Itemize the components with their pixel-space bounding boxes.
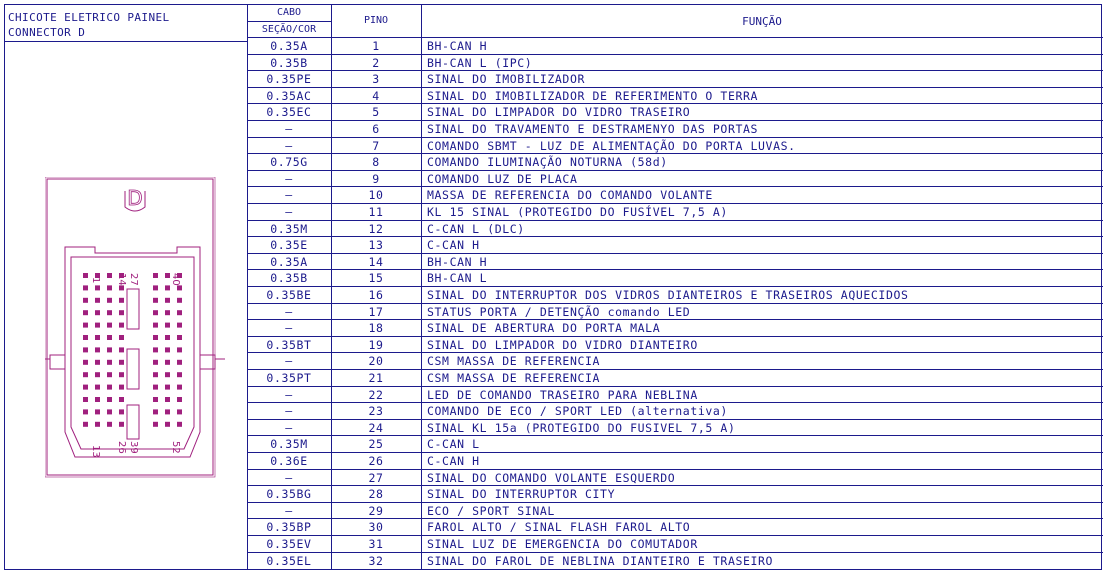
pin-cavity bbox=[177, 360, 182, 365]
pin-cavity bbox=[119, 298, 124, 303]
header-subdivider bbox=[247, 21, 331, 22]
pin-cavity bbox=[165, 372, 170, 377]
table-row bbox=[247, 103, 1103, 120]
pin-cavity bbox=[107, 347, 112, 352]
pin-cavity bbox=[83, 273, 88, 278]
pin-cavity bbox=[83, 360, 88, 365]
cabo-cell: 0.35B bbox=[270, 55, 308, 70]
pino-cell: 24 bbox=[368, 420, 384, 435]
table-row bbox=[247, 269, 1103, 286]
pin-cavity bbox=[119, 347, 124, 352]
cabo-cell: 0.35EC bbox=[266, 105, 312, 120]
pino-cell: 18 bbox=[368, 321, 384, 336]
table-row bbox=[247, 518, 1103, 535]
cabo-cell: 0.36E bbox=[270, 454, 308, 468]
pin-cavity bbox=[153, 385, 158, 390]
header-pino: PINO bbox=[363, 15, 389, 26]
pin-cavity bbox=[95, 285, 100, 290]
funcao-cell: LED DE COMANDO TRASEIRO PARA NEBLINA bbox=[427, 387, 698, 402]
pin-cavity bbox=[95, 372, 100, 377]
pin-cavity bbox=[83, 385, 88, 390]
cabo-cell: 0.35PT bbox=[266, 371, 312, 385]
table-row bbox=[247, 236, 1103, 253]
cabo-cell: 0.35BP bbox=[266, 520, 312, 535]
pino-cell: 25 bbox=[368, 437, 384, 452]
connector-outline bbox=[47, 179, 213, 475]
pin-label-14: 14 bbox=[116, 273, 127, 286]
pin-cavity bbox=[95, 422, 100, 427]
table-row bbox=[247, 120, 1103, 137]
pin-cavity bbox=[119, 409, 124, 414]
pin-cavity bbox=[95, 335, 100, 340]
pino-cell: 10 bbox=[368, 188, 384, 203]
pin-cavity bbox=[177, 298, 182, 303]
funcao-cell: SINAL KL 15a (PROTEGIDO DO FUSIVEL 7,5 A) bbox=[427, 420, 736, 435]
pin-cavity bbox=[165, 285, 170, 290]
pin-cavity bbox=[83, 409, 88, 414]
pin-cavity bbox=[177, 323, 182, 328]
pin-cavity bbox=[83, 323, 88, 328]
table-row bbox=[247, 70, 1103, 87]
cabo-cell: — bbox=[285, 321, 293, 336]
funcao-cell: COMANDO LUZ DE PLACA bbox=[427, 171, 578, 186]
table-row bbox=[247, 319, 1103, 336]
pin-cavity bbox=[165, 347, 170, 352]
table-row bbox=[247, 286, 1103, 303]
pino-cell: 13 bbox=[368, 238, 384, 253]
pin-cavity bbox=[153, 298, 158, 303]
cabo-cell: — bbox=[285, 404, 293, 419]
cabo-cell: 0.35M bbox=[270, 437, 308, 452]
funcao-cell: C-CAN L bbox=[427, 437, 480, 452]
pin-cavity bbox=[177, 409, 182, 414]
pin-cavity bbox=[83, 310, 88, 315]
table-row bbox=[247, 203, 1103, 220]
pin-cavity bbox=[107, 285, 112, 290]
pin-cavity bbox=[107, 273, 112, 278]
pino-cell: 32 bbox=[368, 553, 384, 568]
pino-cell: 5 bbox=[372, 105, 380, 120]
pin-cavity bbox=[95, 298, 100, 303]
pino-cell: 23 bbox=[368, 404, 384, 419]
table-row bbox=[247, 87, 1103, 104]
pin-cavity bbox=[165, 397, 170, 402]
funcao-cell: KL 15 SINAL (PROTEGIDO DO FUSÍVEL 7,5 A) bbox=[427, 205, 728, 219]
title-connector: CONNECTOR D bbox=[8, 26, 86, 39]
pin-cavity bbox=[107, 422, 112, 427]
funcao-cell: SINAL DO COMANDO VOLANTE ESQUERDO bbox=[427, 470, 676, 485]
funcao-cell: SINAL DO IMOBILIZADOR bbox=[427, 72, 585, 87]
connector-d-diagram bbox=[45, 177, 235, 479]
table-row bbox=[247, 186, 1103, 203]
pin-cavity bbox=[119, 323, 124, 328]
pin-cavity bbox=[153, 347, 158, 352]
cabo-cell: 0.35BE bbox=[266, 288, 312, 302]
pin-cavity bbox=[119, 422, 124, 427]
pin-cavity bbox=[107, 323, 112, 328]
pino-cell: 30 bbox=[368, 520, 384, 535]
pin-cavity bbox=[83, 298, 88, 303]
pino-cell: 12 bbox=[368, 221, 384, 236]
pin-label-1: 1 bbox=[90, 277, 101, 284]
connector-letter: D bbox=[127, 186, 143, 210]
table-row bbox=[247, 336, 1103, 353]
pino-cell: 31 bbox=[368, 537, 384, 551]
pin-cavity bbox=[153, 285, 158, 290]
pino-cell: 15 bbox=[368, 271, 384, 286]
pin-cavity bbox=[119, 335, 124, 340]
pin-cavity bbox=[165, 335, 170, 340]
pin-cavity bbox=[83, 347, 88, 352]
cabo-cell: 0.35E bbox=[270, 238, 308, 253]
cabo-cell: 0.75G bbox=[270, 155, 308, 170]
pin-cavity bbox=[165, 409, 170, 414]
pin-cavity bbox=[119, 397, 124, 402]
pin-cavity bbox=[153, 397, 158, 402]
funcao-cell: COMANDO SBMT - LUZ DE ALIMENTAÇÃO DO PORTA LUVAS. bbox=[427, 138, 796, 153]
cabo-cell: — bbox=[285, 304, 293, 319]
funcao-cell: C-CAN H bbox=[427, 238, 480, 253]
pin-cavity bbox=[119, 385, 124, 390]
pin-cavity bbox=[165, 360, 170, 365]
funcao-cell: COMANDO ILUMINAÇÃO NOTURNA (58d) bbox=[427, 155, 668, 170]
pino-cell: 4 bbox=[372, 88, 380, 103]
pin-cavity bbox=[153, 323, 158, 328]
funcao-cell: SINAL DO LIMPADOR DO VIDRO DIANTEIRO bbox=[427, 337, 698, 352]
cabo-cell: 0.35EV bbox=[266, 537, 312, 551]
pin-cavity bbox=[119, 372, 124, 377]
pin-cavity bbox=[107, 310, 112, 315]
pin-cavity bbox=[95, 385, 100, 390]
cabo-cell: 0.35A bbox=[270, 254, 308, 269]
pin-cavity bbox=[83, 285, 88, 290]
funcao-cell: CSM MASSA DE REFERENCIA bbox=[427, 354, 601, 369]
pino-cell: 19 bbox=[368, 337, 384, 352]
pin-label-39: 39 bbox=[128, 441, 139, 454]
pin-cavity bbox=[177, 310, 182, 315]
table-row bbox=[247, 253, 1103, 270]
cabo-cell: — bbox=[285, 122, 293, 136]
cabo-cell: — bbox=[285, 470, 293, 485]
pin-cavity bbox=[119, 360, 124, 365]
funcao-cell: SINAL DE ABERTURA DO PORTA MALA bbox=[427, 321, 661, 336]
pin-cavity bbox=[107, 298, 112, 303]
pin-label-27: 27 bbox=[128, 273, 139, 286]
funcao-cell: FAROL ALTO / SINAL FLASH FAROL ALTO bbox=[427, 520, 691, 535]
funcao-cell: C-CAN H bbox=[427, 454, 480, 468]
table-row bbox=[247, 452, 1103, 469]
pin-cavity bbox=[83, 335, 88, 340]
pino-cell: 9 bbox=[372, 171, 380, 186]
table-row bbox=[247, 469, 1103, 486]
pin-cavity bbox=[83, 422, 88, 427]
pin-cavity bbox=[177, 422, 182, 427]
pino-cell: 11 bbox=[368, 205, 384, 219]
pino-cell: 17 bbox=[368, 304, 384, 319]
pin-cavity bbox=[165, 310, 170, 315]
pin-cavity bbox=[177, 335, 182, 340]
pino-cell: 14 bbox=[368, 254, 384, 269]
table-row bbox=[247, 170, 1103, 187]
table-row bbox=[247, 54, 1103, 71]
funcao-cell: COMANDO DE ECO / SPORT LED (alternativa) bbox=[427, 404, 728, 419]
pin-cavity bbox=[95, 409, 100, 414]
pin-cavity bbox=[119, 285, 124, 290]
cabo-cell: 0.35B bbox=[270, 271, 308, 286]
cabo-cell: — bbox=[285, 354, 293, 369]
cabo-cell: 0.35BG bbox=[266, 487, 312, 502]
pin-cavity bbox=[165, 422, 170, 427]
pino-cell: 20 bbox=[368, 354, 384, 369]
header-secao-cor: SEÇÃO/COR bbox=[261, 24, 317, 35]
table-row bbox=[247, 352, 1103, 369]
pin-cavity bbox=[165, 323, 170, 328]
table-row bbox=[247, 37, 1103, 54]
pin-cavity bbox=[165, 298, 170, 303]
funcao-cell: C-CAN L (DLC) bbox=[427, 221, 525, 236]
cabo-cell: 0.35EL bbox=[266, 553, 312, 568]
table-row bbox=[247, 552, 1103, 569]
pin-cavity bbox=[107, 372, 112, 377]
pin-cavity bbox=[177, 372, 182, 377]
header-left-underline bbox=[5, 41, 247, 42]
pin-cavity bbox=[153, 360, 158, 365]
funcao-cell: SINAL DO TRAVAMENTO E DESTRAMENYO DAS PORTAS bbox=[427, 122, 759, 136]
cabo-cell: — bbox=[285, 387, 293, 402]
funcao-cell: SINAL DO LIMPADOR DO VIDRO TRASEIRO bbox=[427, 105, 691, 120]
table-row bbox=[247, 485, 1103, 502]
cabo-cell: 0.35PE bbox=[266, 72, 312, 87]
pin-cavity bbox=[95, 347, 100, 352]
pin-cavity bbox=[95, 397, 100, 402]
pin-label-40: 40 bbox=[170, 273, 181, 286]
pin-cavity bbox=[165, 273, 170, 278]
table-row bbox=[247, 369, 1103, 386]
pino-cell: 7 bbox=[372, 138, 380, 153]
pin-label-13: 13 bbox=[90, 445, 101, 458]
pin-cavity bbox=[83, 397, 88, 402]
pino-cell: 8 bbox=[372, 155, 380, 170]
header-funcao: FUNÇÃO bbox=[742, 15, 782, 28]
pino-cell: 6 bbox=[372, 122, 380, 136]
table-row bbox=[247, 435, 1103, 452]
pin-cavity bbox=[153, 422, 158, 427]
pin-cavity bbox=[119, 310, 124, 315]
funcao-cell: CSM MASSA DE REFERENCIA bbox=[427, 371, 601, 385]
funcao-cell: BH-CAN L bbox=[427, 271, 488, 286]
cabo-cell: 0.35BT bbox=[266, 337, 312, 352]
pin-cavity bbox=[107, 335, 112, 340]
cabo-cell: 0.35AC bbox=[266, 88, 312, 103]
pin-cavity bbox=[177, 397, 182, 402]
funcao-cell: STATUS PORTA / DETENÇÃO comando LED bbox=[427, 304, 691, 319]
pin-cavity bbox=[153, 310, 158, 315]
pin-cavity bbox=[107, 360, 112, 365]
pin-cavity bbox=[177, 347, 182, 352]
cabo-cell: — bbox=[285, 420, 293, 435]
pin-cavity bbox=[83, 372, 88, 377]
cabo-cell: 0.35A bbox=[270, 39, 308, 53]
funcao-cell: MASSA DE REFERENCIA DO COMANDO VOLANTE bbox=[427, 188, 713, 203]
pin-cavity bbox=[95, 323, 100, 328]
header-cabo: CABO bbox=[276, 7, 302, 18]
pino-cell: 22 bbox=[368, 387, 384, 402]
pinout-table bbox=[4, 4, 1102, 570]
table-row bbox=[247, 502, 1103, 519]
pino-cell: 1 bbox=[372, 39, 380, 53]
cabo-cell: — bbox=[285, 205, 293, 219]
funcao-cell: SINAL DO FAROL DE NEBLINA DIANTEIRO E TRASEIRO bbox=[427, 553, 774, 568]
pino-cell: 2 bbox=[372, 55, 380, 70]
pin-cavity bbox=[153, 273, 158, 278]
pino-cell: 21 bbox=[368, 371, 384, 385]
funcao-cell: SINAL DO INTERRUPTOR DOS VIDROS DIANTEIROS E TRASEIROS AQUECIDOS bbox=[427, 288, 909, 302]
pin-cavity bbox=[153, 372, 158, 377]
pin-cavity bbox=[153, 335, 158, 340]
pino-cell: 26 bbox=[368, 454, 384, 468]
pin-cavity bbox=[153, 409, 158, 414]
pino-cell: 3 bbox=[372, 72, 380, 87]
funcao-cell: BH-CAN H bbox=[427, 39, 488, 53]
table-row bbox=[247, 402, 1103, 419]
pin-cavity bbox=[107, 409, 112, 414]
table-row bbox=[247, 137, 1103, 154]
cabo-cell: — bbox=[285, 503, 293, 518]
pino-cell: 27 bbox=[368, 470, 384, 485]
funcao-cell: BH-CAN L (IPC) bbox=[427, 55, 533, 70]
pin-cavity bbox=[165, 385, 170, 390]
cabo-cell: — bbox=[285, 171, 293, 186]
pino-cell: 16 bbox=[368, 288, 384, 302]
funcao-cell: SINAL DO IMOBILIZADOR DE REFERIMENTO O TERRA bbox=[427, 88, 759, 103]
pin-cavity bbox=[95, 360, 100, 365]
funcao-cell: ECO / SPORT SINAL bbox=[427, 503, 555, 518]
table-row bbox=[247, 220, 1103, 237]
table-row bbox=[247, 153, 1103, 170]
table-row bbox=[247, 535, 1103, 552]
cabo-cell: — bbox=[285, 188, 293, 203]
table-row bbox=[247, 303, 1103, 320]
pin-cavity bbox=[107, 397, 112, 402]
funcao-cell: BH-CAN H bbox=[427, 254, 488, 269]
title-harness: CHICOTE ELETRICO PAINEL bbox=[8, 11, 170, 24]
pin-label-52: 52 bbox=[170, 441, 181, 454]
funcao-cell: SINAL DO INTERRUPTOR CITY bbox=[427, 487, 616, 502]
pino-cell: 29 bbox=[368, 503, 384, 518]
pin-cavity bbox=[95, 310, 100, 315]
pin-cavity bbox=[107, 385, 112, 390]
pin-cavity bbox=[177, 285, 182, 290]
pin-label-26: 26 bbox=[116, 441, 127, 454]
table-row bbox=[247, 419, 1103, 436]
cabo-cell: 0.35M bbox=[270, 221, 308, 236]
table-row bbox=[247, 386, 1103, 403]
pin-cavity bbox=[177, 385, 182, 390]
funcao-cell: SINAL LUZ DE EMERGENCIA DO COMUTADOR bbox=[427, 537, 698, 551]
pino-cell: 28 bbox=[368, 487, 384, 502]
cabo-cell: — bbox=[285, 138, 293, 153]
